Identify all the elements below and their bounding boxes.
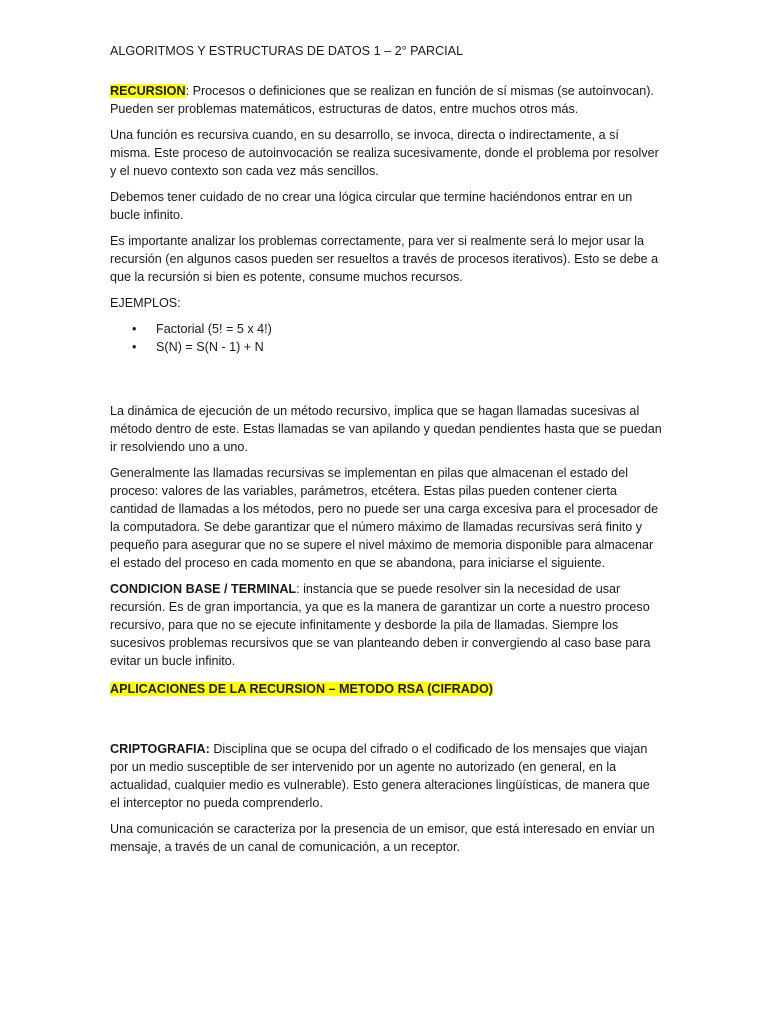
bullet-icon: • [132, 322, 137, 336]
paragraph-stacks: Generalmente las llamadas recursivas se implementan en pilas que almacenan el estado del proceso: valores de las variables, parámetros, etcétera. Estas pilas pueden contener cierta cantidad de llamadas a los métodos, pero no puede ser una carga excesiva para el procesador de la computadora. Se debe garantizar que el número máximo de llamadas recursivas será finito y pequeño para asegurar que no se supere el nivel máximo de memoria disponible para almacenar el estado del proceso en cada momento en que se abandona, para iniciarse el siguiente. [110, 466, 659, 570]
paragraph-careful: Debemos tener cuidado de no crear una lógica circular que termine haciéndonos entrar en un bucle infinito. [110, 190, 633, 222]
paragraph-base-condition [110, 580, 662, 670]
examples-list [110, 320, 662, 356]
examples-label: EJEMPLOS: [110, 296, 181, 310]
list-item [110, 338, 662, 356]
bullet-icon: • [132, 340, 137, 354]
paragraph-dynamics: La dinámica de ejecución de un método recursivo, implica que se hagan llamadas sucesivas al método dentro de este. Estas llamadas se van apilando y quedan pendientes hasta que se puedan ir resolviendo uno a uno. [110, 404, 662, 454]
section-heading-highlight: APLICACIONES DE LA RECURSION – METODO RSA (CIFRADO) [110, 682, 493, 696]
paragraph-important: Es importante analizar los problemas correctamente, para ver si realmente será lo mejor usar la recursión (en algunos casos pueden ser resueltos a través de procesos iterativos). Esto se debe a que la recursión si bien es potente, consume muchos recursos. [110, 234, 659, 284]
base-condition-text: : instancia que se puede resolver sin la necesidad de usar recursión. Es de gran importancia, ya que es la manera de garantizar un corte a nuestro proceso recursivo, para que no se ejecute infinitamente y desborde la pila de llamadas. Siempre los sucesivos problemas recursivos que se van planteando deben ir convergiendo al caso base para evitar un bucle infinito. [110, 582, 651, 668]
base-condition-term: CONDICION BASE / TERMINAL [110, 582, 297, 596]
example-text: S(N) = S(N - 1) + N [156, 340, 264, 354]
section-heading-rsa [110, 680, 662, 698]
example-text: Factorial (5! = 5 x 4!) [156, 322, 272, 336]
recursion-definition-text: : Procesos o definiciones que se realizan en función de sí mismas (se autoinvocan). Pueden ser problemas matemáticos, estructuras de datos, entre muchos otros más. [110, 84, 654, 116]
paragraph-recursive-function: Una función es recursiva cuando, en su desarrollo, se invoca, directa o indirectamente, a sí misma. Este proceso de autoinvocación se realiza sucesivamente, donde el problema por resolver y el nuevo contexto son cada vez más sencillos. [110, 128, 659, 178]
paragraph-communication: Una comunicación se caracteriza por la presencia de un emisor, que está interesado en enviar un mensaje, a través de un canal de comunicación, a un receptor. [110, 822, 655, 854]
paragraph-cryptography [110, 740, 662, 812]
cryptography-term: CRIPTOGRAFIA: [110, 742, 210, 756]
recursion-term-highlight: RECURSION [110, 84, 186, 98]
document-page [110, 42, 662, 864]
document-header: ALGORITMOS Y ESTRUCTURAS DE DATOS 1 – 2° PARCIAL [110, 44, 464, 58]
paragraph-recursion-definition [110, 82, 662, 118]
cryptography-text: Disciplina que se ocupa del cifrado o el codificado de los mensajes que viajan por un medio susceptible de ser intervenido por un agente no autorizado (en general, en la actualidad, cualquier medio es vulnerable). Esto genera alteraciones lingüísticas, de manera que el interceptor no pueda comprenderlo. [110, 742, 650, 810]
list-item [110, 320, 662, 338]
